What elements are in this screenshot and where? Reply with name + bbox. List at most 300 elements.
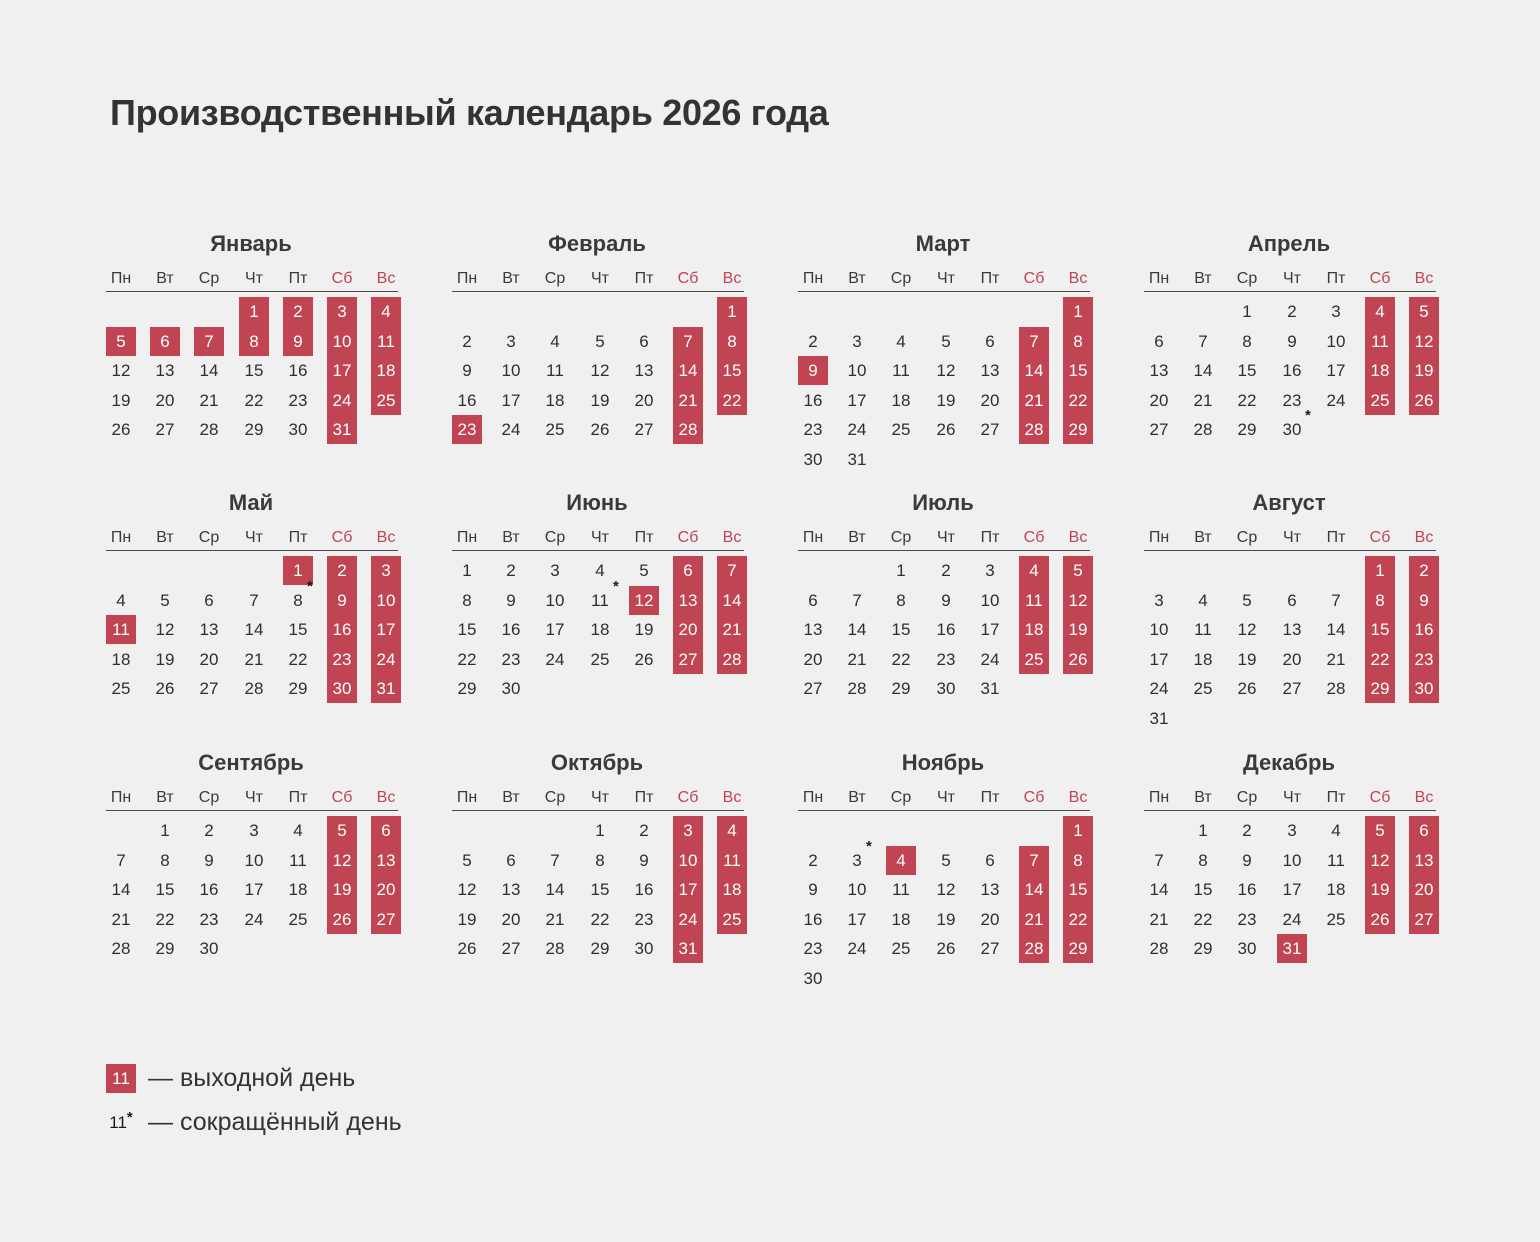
day-cell-offday: 11: [371, 327, 401, 358]
weekday-label: Пт: [288, 789, 308, 806]
day-cell: 7: [550, 851, 560, 870]
day-cell-offday: 20: [673, 615, 703, 646]
day-cell: 26: [634, 650, 654, 669]
day-cell: 23: [803, 939, 823, 958]
day-cell-shortday: 30 *: [1282, 407, 1311, 439]
day-cell: 17: [847, 910, 867, 929]
day-cell-offday: 2: [327, 556, 357, 587]
day-cell: 26: [155, 679, 175, 698]
day-cell: 12: [1237, 620, 1257, 639]
day-cell: 14: [1149, 880, 1169, 899]
day-cell: 10: [1149, 620, 1169, 639]
day-cell: 4: [1331, 821, 1341, 840]
day-cell: 3: [249, 821, 259, 840]
month-block: [106, 230, 402, 470]
month-block: [1144, 749, 1440, 989]
weekday-label: Чт: [937, 270, 955, 287]
weekday-header: [1144, 269, 1440, 291]
weekday-label: Сб: [1023, 529, 1045, 546]
day-cell: 14: [1193, 361, 1213, 380]
day-cell-offday: 19: [327, 875, 357, 906]
day-cell: 15: [1237, 361, 1257, 380]
weekday-label: Пн: [1148, 270, 1170, 287]
weekday-label: Пн: [802, 529, 824, 546]
weekday-label: Пт: [1326, 270, 1346, 287]
day-cell-offday: 31: [327, 415, 357, 444]
month-block: [1144, 230, 1440, 470]
day-cell: 19: [590, 391, 610, 410]
day-cell: 1: [160, 821, 170, 840]
day-cell: 20: [1282, 650, 1302, 669]
month-name: Май: [228, 490, 274, 515]
day-cell-offday: 13: [371, 846, 401, 877]
weekday-label: Сб: [1023, 270, 1045, 287]
day-cell: 16: [936, 620, 956, 639]
day-cell: 18: [545, 391, 565, 410]
day-cell-offday: 24: [327, 386, 357, 417]
day-cell-offday: 10: [327, 327, 357, 358]
weekday-label: Чт: [591, 270, 609, 287]
day-cell: 5: [1242, 591, 1252, 610]
day-cell: 30: [803, 969, 823, 988]
weekday-label: Пт: [980, 529, 1000, 546]
day-cell-offday: 28: [1019, 415, 1049, 444]
month-name: Декабрь: [1243, 750, 1335, 775]
weekday-label: Пн: [456, 789, 478, 806]
day-cell: 30: [501, 679, 521, 698]
day-cell-offday: 13: [673, 586, 703, 617]
day-cell: 19: [936, 910, 956, 929]
day-cell: 15: [155, 880, 175, 899]
day-cell: 19: [1237, 650, 1257, 669]
day-cell-offday: 19: [1365, 875, 1395, 906]
day-cell-offday: 30: [327, 674, 357, 703]
month-name: Апрель: [1247, 231, 1331, 256]
weekday-label: Пт: [288, 270, 308, 287]
day-cell-offday: 1: [717, 297, 747, 328]
day-cell: 14: [1326, 620, 1346, 639]
day-cell: 10: [980, 591, 1000, 610]
weekday-label: Чт: [591, 789, 609, 806]
day-cell-offday: 25: [371, 386, 401, 415]
weekday-label: Вс: [1068, 789, 1088, 806]
header-divider: [1144, 550, 1436, 551]
day-cell: 1: [1242, 302, 1252, 321]
day-cell-offday: 21: [717, 615, 747, 646]
day-cell: 6: [808, 591, 818, 610]
month-name: Октябрь: [550, 750, 644, 775]
day-cell-offday: 4: [1019, 556, 1049, 587]
day-cell-offday: 4: [886, 846, 916, 875]
day-cell-offday: 5: [1409, 297, 1439, 328]
day-cell: 10: [501, 361, 521, 380]
weekday-header: [798, 528, 1094, 550]
weekday-label: Вт: [502, 529, 520, 546]
day-cell-offday: 12: [1365, 846, 1395, 877]
day-cell: 18: [1326, 880, 1346, 899]
day-cell: 3: [1331, 302, 1341, 321]
day-cell: 22: [288, 650, 308, 669]
weekday-label: Чт: [245, 529, 263, 546]
weekday-label: Пн: [456, 529, 478, 546]
day-cell: 14: [847, 620, 867, 639]
day-cell-offday: 25: [717, 905, 747, 934]
day-cell: 27: [199, 679, 219, 698]
month-block: [452, 230, 748, 470]
day-cell: 21: [111, 910, 131, 929]
day-cell: 2: [1287, 302, 1297, 321]
day-cell: 26: [936, 939, 956, 958]
day-cell: 1: [462, 561, 472, 580]
day-cell: 25: [590, 650, 610, 669]
day-cell: 16: [634, 880, 654, 899]
day-cell-offday: 21: [1019, 905, 1049, 936]
weekday-header: [1144, 528, 1440, 550]
day-cell-offday: 25: [1365, 386, 1395, 415]
day-cell: 10: [847, 880, 867, 899]
day-cell: 6: [1154, 332, 1164, 351]
month-name: Июль: [912, 490, 974, 515]
day-cell: 20: [980, 391, 1000, 410]
shortday-mark: *: [1305, 407, 1311, 424]
weekday-label: Пт: [980, 270, 1000, 287]
day-cell: 31: [847, 450, 867, 469]
day-cell: 9: [506, 591, 516, 610]
day-cell: 20: [501, 910, 521, 929]
day-cell: 29: [244, 420, 264, 439]
weekday-label: Пт: [634, 789, 654, 806]
day-cell: 23: [1237, 910, 1257, 929]
day-cell: 25: [545, 420, 565, 439]
weekday-label: Вт: [502, 789, 520, 806]
day-cell-offday: 28: [673, 415, 703, 444]
day-cell: 26: [936, 420, 956, 439]
weekday-label: Вт: [156, 789, 174, 806]
day-cell: 10: [1282, 851, 1302, 870]
month-name: Март: [915, 231, 971, 256]
day-cell-offday: 23: [452, 415, 482, 444]
day-cell-offday: 17: [673, 875, 703, 906]
weekday-label: Чт: [591, 529, 609, 546]
day-cell-offday: 4: [371, 297, 401, 328]
day-cell-offday: 1: [239, 297, 269, 328]
day-cell-offday: 1: [283, 556, 313, 585]
day-cell-offday: 1: [1063, 297, 1093, 328]
day-cell: 13: [980, 361, 1000, 380]
month-block: [1144, 489, 1440, 729]
day-cell-offday: 9: [798, 356, 828, 385]
day-cell-offday: 22: [717, 386, 747, 415]
day-cell: 30: [1237, 939, 1257, 958]
day-cell: 4: [550, 332, 560, 351]
day-cell-offday: 19: [1409, 356, 1439, 387]
month-block: [106, 489, 402, 729]
day-cell: 24: [980, 650, 1000, 669]
day-cell: 30: [634, 939, 654, 958]
day-cell: 17: [1149, 650, 1169, 669]
weekday-label: Вт: [1194, 789, 1212, 806]
day-cell-offday: 18: [1019, 615, 1049, 646]
day-cell: 5: [941, 851, 951, 870]
weekday-label: Вс: [1068, 529, 1088, 546]
day-cell: 13: [1149, 361, 1169, 380]
day-cell: 26: [1237, 679, 1257, 698]
weekday-label: Ср: [198, 270, 220, 287]
day-cell: 22: [1193, 910, 1213, 929]
weekday-label: Сб: [331, 529, 353, 546]
day-cell: 23: [288, 391, 308, 410]
weekday-label: Ср: [544, 789, 566, 806]
day-cell: 11: [892, 880, 910, 899]
day-cell: 6: [985, 851, 995, 870]
day-cell: 2: [639, 821, 649, 840]
day-cell: 29: [1193, 939, 1213, 958]
weekday-label: Чт: [1283, 270, 1301, 287]
day-cell: 14: [244, 620, 264, 639]
shortday-mark: *: [613, 578, 619, 595]
day-cell: 3: [550, 561, 560, 580]
day-cell: 14: [545, 880, 565, 899]
day-cell: 22: [155, 910, 175, 929]
day-cell: 15: [891, 620, 911, 639]
day-cell: 17: [847, 391, 867, 410]
day-cell-offday: 5: [1365, 816, 1395, 847]
day-cell-offday: 15: [1063, 356, 1093, 387]
day-cell-offday: 9: [1409, 586, 1439, 617]
day-cell-offday: 24: [371, 645, 401, 676]
day-cell: 24: [501, 420, 521, 439]
day-cell-offday: 27: [371, 905, 401, 934]
day-cell: 4: [293, 821, 303, 840]
day-cell: 21: [847, 650, 867, 669]
weekday-label: Ср: [544, 270, 566, 287]
day-cell-offday: 20: [371, 875, 401, 906]
day-cell: 4: [1198, 591, 1208, 610]
day-cell: 8: [462, 591, 472, 610]
weekday-header: [798, 269, 1094, 291]
day-cell-offday: 3: [673, 816, 703, 847]
day-cell: 25: [891, 939, 911, 958]
day-cell: 6: [204, 591, 214, 610]
weekday-label: Пт: [1326, 789, 1346, 806]
day-cell-offday: 14: [717, 586, 747, 617]
weekday-label: Чт: [937, 789, 955, 806]
weekday-label: Вс: [722, 789, 742, 806]
day-cell: 15: [1193, 880, 1213, 899]
page-title: Производственный календарь 2026 года: [110, 92, 829, 133]
day-cell-offday: 9: [327, 586, 357, 617]
day-cell: 18: [1193, 650, 1213, 669]
day-cell: 2: [808, 851, 818, 870]
day-cell-offday: 18: [371, 356, 401, 387]
day-cell: 26: [111, 420, 131, 439]
weekday-header: [452, 528, 748, 550]
weekday-label: Пт: [980, 789, 1000, 806]
day-cell: 12: [590, 361, 610, 380]
header-divider: [452, 550, 744, 551]
day-cell: 16: [199, 880, 219, 899]
weekday-label: Сб: [331, 270, 353, 287]
weekday-label: Пн: [802, 270, 824, 287]
weekday-label: Вт: [156, 270, 174, 287]
day-cell-offday: 5: [1063, 556, 1093, 587]
day-cell: 16: [803, 391, 823, 410]
day-cell: 15: [590, 880, 610, 899]
day-cell: 19: [111, 391, 131, 410]
day-cell: 5: [941, 332, 951, 351]
day-cell: 3: [1154, 591, 1164, 610]
legend-shortday-sample: [106, 1108, 136, 1137]
day-cell: 24: [847, 420, 867, 439]
day-cell-offday: 31: [371, 674, 401, 703]
day-cell: 24: [1149, 679, 1169, 698]
weekday-label: Вс: [722, 529, 742, 546]
day-cell: 3: [506, 332, 516, 351]
day-cell-offday: 4: [717, 816, 747, 847]
day-cell: 17: [501, 391, 521, 410]
day-cell: 13: [1282, 620, 1302, 639]
day-cell: 19: [457, 910, 477, 929]
day-cell: 9: [1287, 332, 1297, 351]
day-cell: 16: [501, 620, 521, 639]
day-cell: 25: [111, 679, 131, 698]
weekday-label: Пн: [802, 789, 824, 806]
day-cell: 5: [595, 332, 605, 351]
weekday-label: Чт: [1283, 529, 1301, 546]
day-cell-offday: 2: [283, 297, 313, 328]
day-cell-offday: 4: [1365, 297, 1395, 328]
day-cell: 6: [639, 332, 649, 351]
day-cell: 20: [155, 391, 175, 410]
day-cell-offday: 9: [283, 327, 313, 356]
day-cell: 20: [634, 391, 654, 410]
day-cell: 13: [980, 880, 1000, 899]
day-cell: 27: [980, 939, 1000, 958]
day-cell: 22: [457, 650, 477, 669]
day-cell-shortday: 3 *: [852, 838, 872, 870]
day-cell: 2: [808, 332, 818, 351]
day-cell-offday: 7: [1019, 846, 1049, 877]
day-cell: 28: [1149, 939, 1169, 958]
day-cell-offday: 3: [327, 297, 357, 328]
day-cell: 8: [595, 851, 605, 870]
weekday-label: Вс: [722, 270, 742, 287]
day-cell: 12: [155, 620, 175, 639]
day-cell: 3: [1287, 821, 1297, 840]
month-block: [452, 749, 748, 989]
day-cell: 18: [590, 620, 610, 639]
day-cell: 18: [111, 650, 131, 669]
day-cell-offday: 3: [371, 556, 401, 587]
day-cell-offday: 14: [1019, 875, 1049, 906]
day-cell: 29: [155, 939, 175, 958]
day-cell-offday: 8: [239, 327, 269, 356]
day-cell: 29: [590, 939, 610, 958]
weekday-label: Вс: [1414, 529, 1434, 546]
header-divider: [452, 810, 744, 811]
day-cell: 21: [1149, 910, 1169, 929]
weekday-label: Ср: [1236, 270, 1258, 287]
weekday-label: Вс: [376, 789, 396, 806]
day-cell-offday: 22: [1063, 905, 1093, 936]
day-cell: 5: [462, 851, 472, 870]
day-cell-offday: 6: [371, 816, 401, 847]
day-cell: 24: [1282, 910, 1302, 929]
day-cell-offday: 22: [1365, 645, 1395, 676]
day-cell: 28: [545, 939, 565, 958]
day-cell: 7: [1331, 591, 1341, 610]
day-cell: 25: [288, 910, 308, 929]
day-cell: 23: [634, 910, 654, 929]
day-cell-shortday: 8 *: [293, 578, 313, 610]
weekday-label: Ср: [198, 789, 220, 806]
weekday-label: Вт: [848, 270, 866, 287]
day-cell-offday: 31: [1277, 934, 1307, 963]
weekday-label: Чт: [937, 529, 955, 546]
weekday-label: Пт: [634, 270, 654, 287]
day-cell-offday: 16: [327, 615, 357, 646]
weekday-header: [1144, 788, 1440, 810]
day-cell-offday: 25: [1019, 645, 1049, 674]
weekday-label: Пт: [634, 529, 654, 546]
weekday-label: Ср: [1236, 789, 1258, 806]
day-cell: 10: [847, 361, 867, 380]
day-cell: 6: [985, 332, 995, 351]
day-cell-offday: 8: [1365, 586, 1395, 617]
day-cell: 27: [980, 420, 1000, 439]
day-cell: 22: [891, 650, 911, 669]
day-cell: 7: [1154, 851, 1164, 870]
day-cell: 20: [980, 910, 1000, 929]
header-divider: [798, 291, 1090, 292]
day-cell: 30: [288, 420, 308, 439]
weekday-label: Сб: [1023, 789, 1045, 806]
day-cell-offday: 11: [1019, 586, 1049, 617]
day-cell: 30: [936, 679, 956, 698]
day-cell: 22: [590, 910, 610, 929]
month-block: [798, 230, 1094, 470]
day-cell: 16: [457, 391, 477, 410]
weekday-label: Вт: [156, 529, 174, 546]
day-cell-offday: 2: [1409, 556, 1439, 587]
weekday-label: Ср: [890, 529, 912, 546]
month-name: Февраль: [548, 231, 646, 256]
day-cell-offday: 6: [150, 327, 180, 356]
weekday-header: [452, 269, 748, 291]
day-cell: 24: [545, 650, 565, 669]
day-cell: 11: [289, 851, 307, 870]
day-cell: 14: [199, 361, 219, 380]
month-name: Январь: [210, 231, 292, 256]
day-cell: 22: [244, 391, 264, 410]
weekday-label: Ср: [890, 789, 912, 806]
day-cell: 20: [1149, 391, 1169, 410]
weekday-label: Ср: [890, 270, 912, 287]
day-cell: 1: [595, 821, 605, 840]
day-cell: 11: [892, 361, 910, 380]
legend-shortday-number: 11: [109, 1113, 127, 1132]
weekday-label: Пн: [110, 270, 132, 287]
day-cell: 8: [896, 591, 906, 610]
day-cell: 19: [634, 620, 654, 639]
day-cell-offday: 6: [1409, 816, 1439, 847]
month-name: Ноябрь: [901, 750, 985, 775]
day-cell: 30: [803, 450, 823, 469]
weekday-label: Сб: [1369, 789, 1391, 806]
weekday-header: [106, 269, 402, 291]
day-cell: 31: [980, 679, 1000, 698]
day-cell: 10: [1326, 332, 1346, 351]
